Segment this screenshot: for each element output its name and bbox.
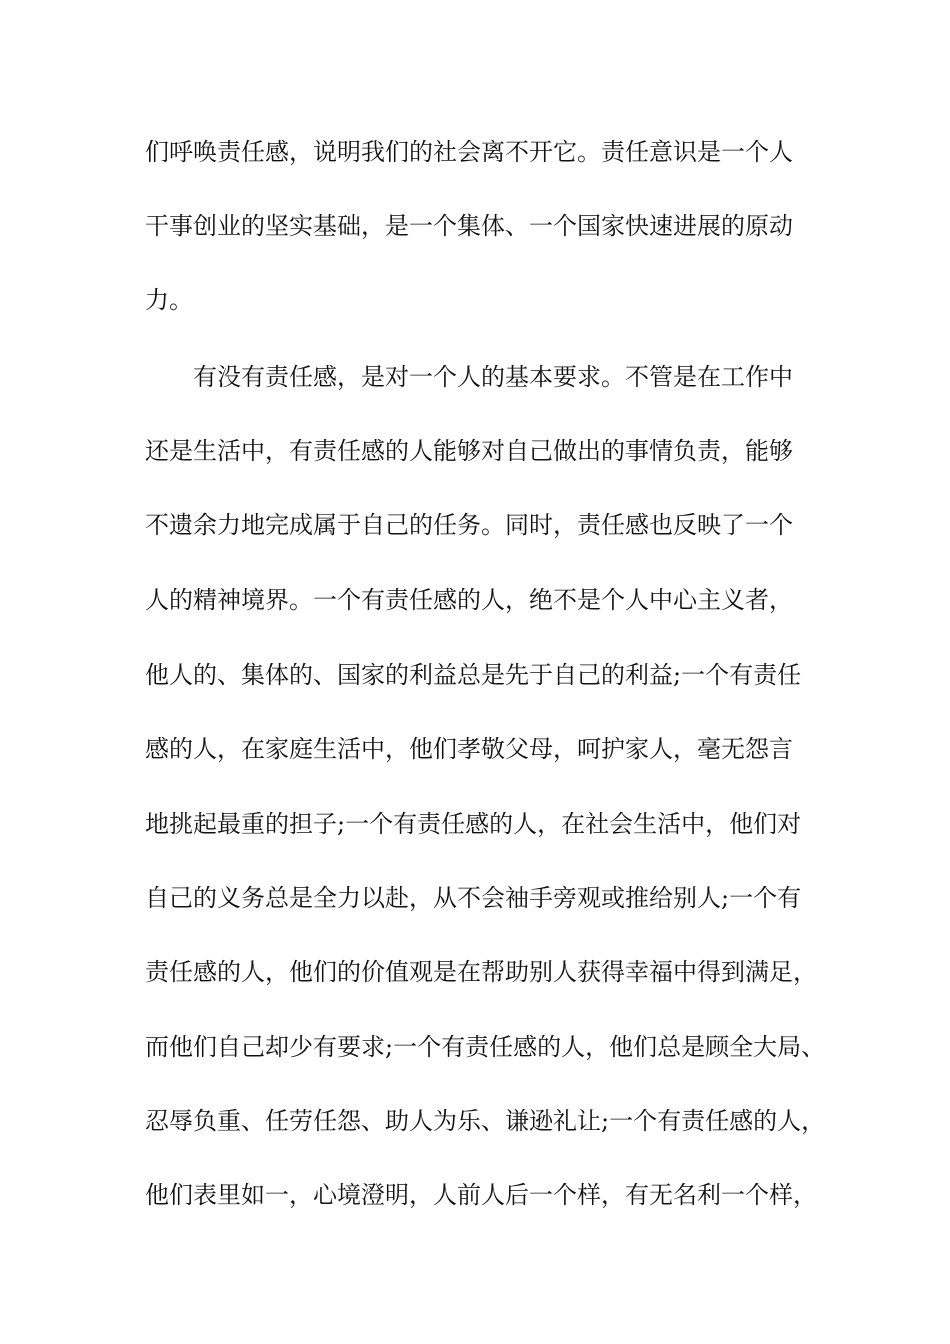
- text-line: 他们表里如一，心境澄明，人前人后一个样，有无名利一个样，: [145, 1181, 817, 1209]
- text-line: 自己的义务总是全力以赴，从不会袖手旁观或推给别人;一个有: [145, 884, 802, 912]
- text-line: 忍辱负重、任劳任怨、助人为乐、谦逊礼让;一个有责任感的人，: [145, 1107, 826, 1135]
- text-line: 而他们自己却少有要求;一个有责任感的人，他们总是顾全大局、: [145, 1033, 826, 1061]
- text-line: 感的人，在家庭生活中，他们孝敬父母，呵护家人，毫无怨言: [145, 735, 793, 763]
- text-line: 人的精神境界。一个有责任感的人，绝不是个人中心主义者，: [145, 586, 793, 614]
- text-line: 他人的、集体的、国家的利益总是先于自己的利益;一个有责任: [145, 661, 802, 689]
- text-line: 们呼唤责任感，说明我们的社会离不开它。责任意识是一个人: [145, 138, 793, 166]
- text-line: 干事创业的坚实基础，是一个集体、一个国家快速进展的原动: [145, 212, 793, 240]
- text-line: 不遗余力地完成属于自己的任务。同时，责任感也反映了一个: [145, 511, 793, 539]
- paragraph-first-line: 有没有责任感，是对一个人的基本要求。不管是在工作中: [193, 363, 793, 391]
- text-line: 责任感的人，他们的价值观是在帮助别人获得幸福中得到满足，: [145, 958, 817, 986]
- text-line: 还是生活中，有责任感的人能够对自己做出的事情负责，能够: [145, 437, 793, 465]
- text-line: 地挑起最重的担子;一个有责任感的人，在社会生活中，他们对: [145, 810, 802, 838]
- text-line: 力。: [145, 286, 193, 314]
